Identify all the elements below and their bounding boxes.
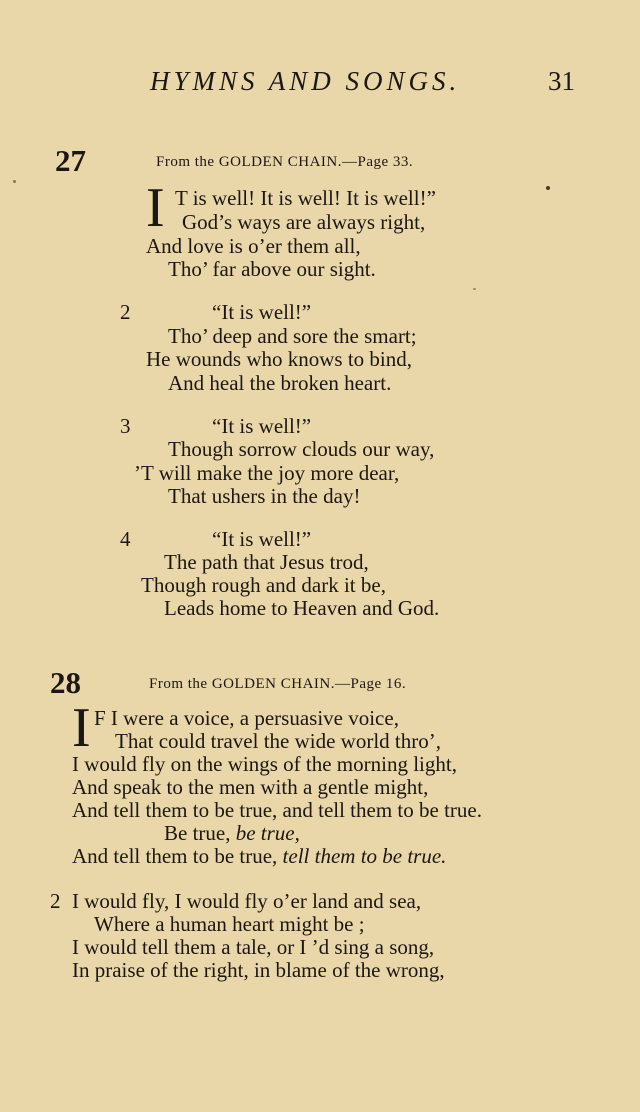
verse-line: Where a human heart might be ; bbox=[94, 912, 365, 936]
verse-line: And love is o’er them all, bbox=[146, 234, 361, 258]
line-plain: Be true, bbox=[164, 821, 236, 845]
line-italic: tell them to be true. bbox=[282, 844, 447, 868]
verse-line bbox=[164, 821, 300, 845]
verse-line: I would fly on the wings of the morning light, bbox=[72, 752, 457, 776]
paper-speck bbox=[13, 180, 16, 183]
hymn-source: From the GOLDEN CHAIN.—Page 33. bbox=[156, 154, 414, 170]
verse-line: In praise of the right, in blame of the wrong, bbox=[72, 958, 445, 982]
verse-number: 2 bbox=[120, 300, 131, 324]
verse-line: And tell them to be true, and tell them to be true. bbox=[72, 798, 482, 822]
verse-line: That ushers in the day! bbox=[168, 484, 361, 508]
verse-line: The path that Jesus trod, bbox=[164, 550, 369, 574]
paper-speck bbox=[546, 186, 550, 190]
running-title: HYMNS AND SONGS. bbox=[150, 66, 461, 96]
verse-line: Tho’ far above our sight. bbox=[168, 257, 376, 281]
verse-line: He wounds who knows to bind, bbox=[146, 347, 412, 371]
running-head bbox=[0, 66, 640, 100]
verse-line: And speak to the men with a gentle might, bbox=[72, 775, 429, 799]
hymn-number: 27 bbox=[55, 143, 86, 178]
verse-line: God’s ways are always right, bbox=[182, 210, 426, 234]
line-italic: be true, bbox=[235, 821, 300, 845]
verse-number: 2 bbox=[50, 889, 61, 913]
verse-line: Tho’ deep and sore the smart; bbox=[168, 324, 417, 348]
verse-line: “It is well!” bbox=[212, 527, 312, 551]
drop-cap: I bbox=[72, 697, 91, 759]
verse-line: And heal the broken heart. bbox=[168, 371, 392, 395]
line-plain: And tell them to be true, bbox=[72, 844, 283, 868]
verse-line: Though rough and dark it be, bbox=[141, 573, 386, 597]
paper-speck bbox=[473, 288, 476, 290]
page-number: 31 bbox=[548, 66, 575, 96]
verse-line bbox=[72, 844, 446, 868]
verse-line: ’T will make the joy more dear, bbox=[134, 461, 400, 485]
hymn-number: 28 bbox=[50, 665, 81, 700]
verse-line: F I were a voice, a persuasive voice, bbox=[94, 706, 399, 730]
verse-line: Though sorrow clouds our way, bbox=[168, 437, 435, 461]
verse-line: Leads home to Heaven and God. bbox=[164, 596, 440, 620]
verse-line: I would fly, I would fly o’er land and sea, bbox=[72, 889, 422, 913]
drop-cap: I bbox=[146, 177, 165, 239]
verse-line: “It is well!” bbox=[212, 300, 312, 324]
verse-line: “It is well!” bbox=[212, 414, 312, 438]
verse-line: T is well! It is well! It is well!” bbox=[175, 186, 436, 210]
verse-line: That could travel the wide world thro’, bbox=[115, 729, 441, 753]
verse-line: I would tell them a tale, or I ’d sing a song, bbox=[72, 935, 435, 959]
verse-number: 3 bbox=[120, 414, 131, 438]
verse-number: 4 bbox=[120, 527, 131, 551]
hymn-source: From the GOLDEN CHAIN.—Page 16. bbox=[149, 676, 407, 692]
